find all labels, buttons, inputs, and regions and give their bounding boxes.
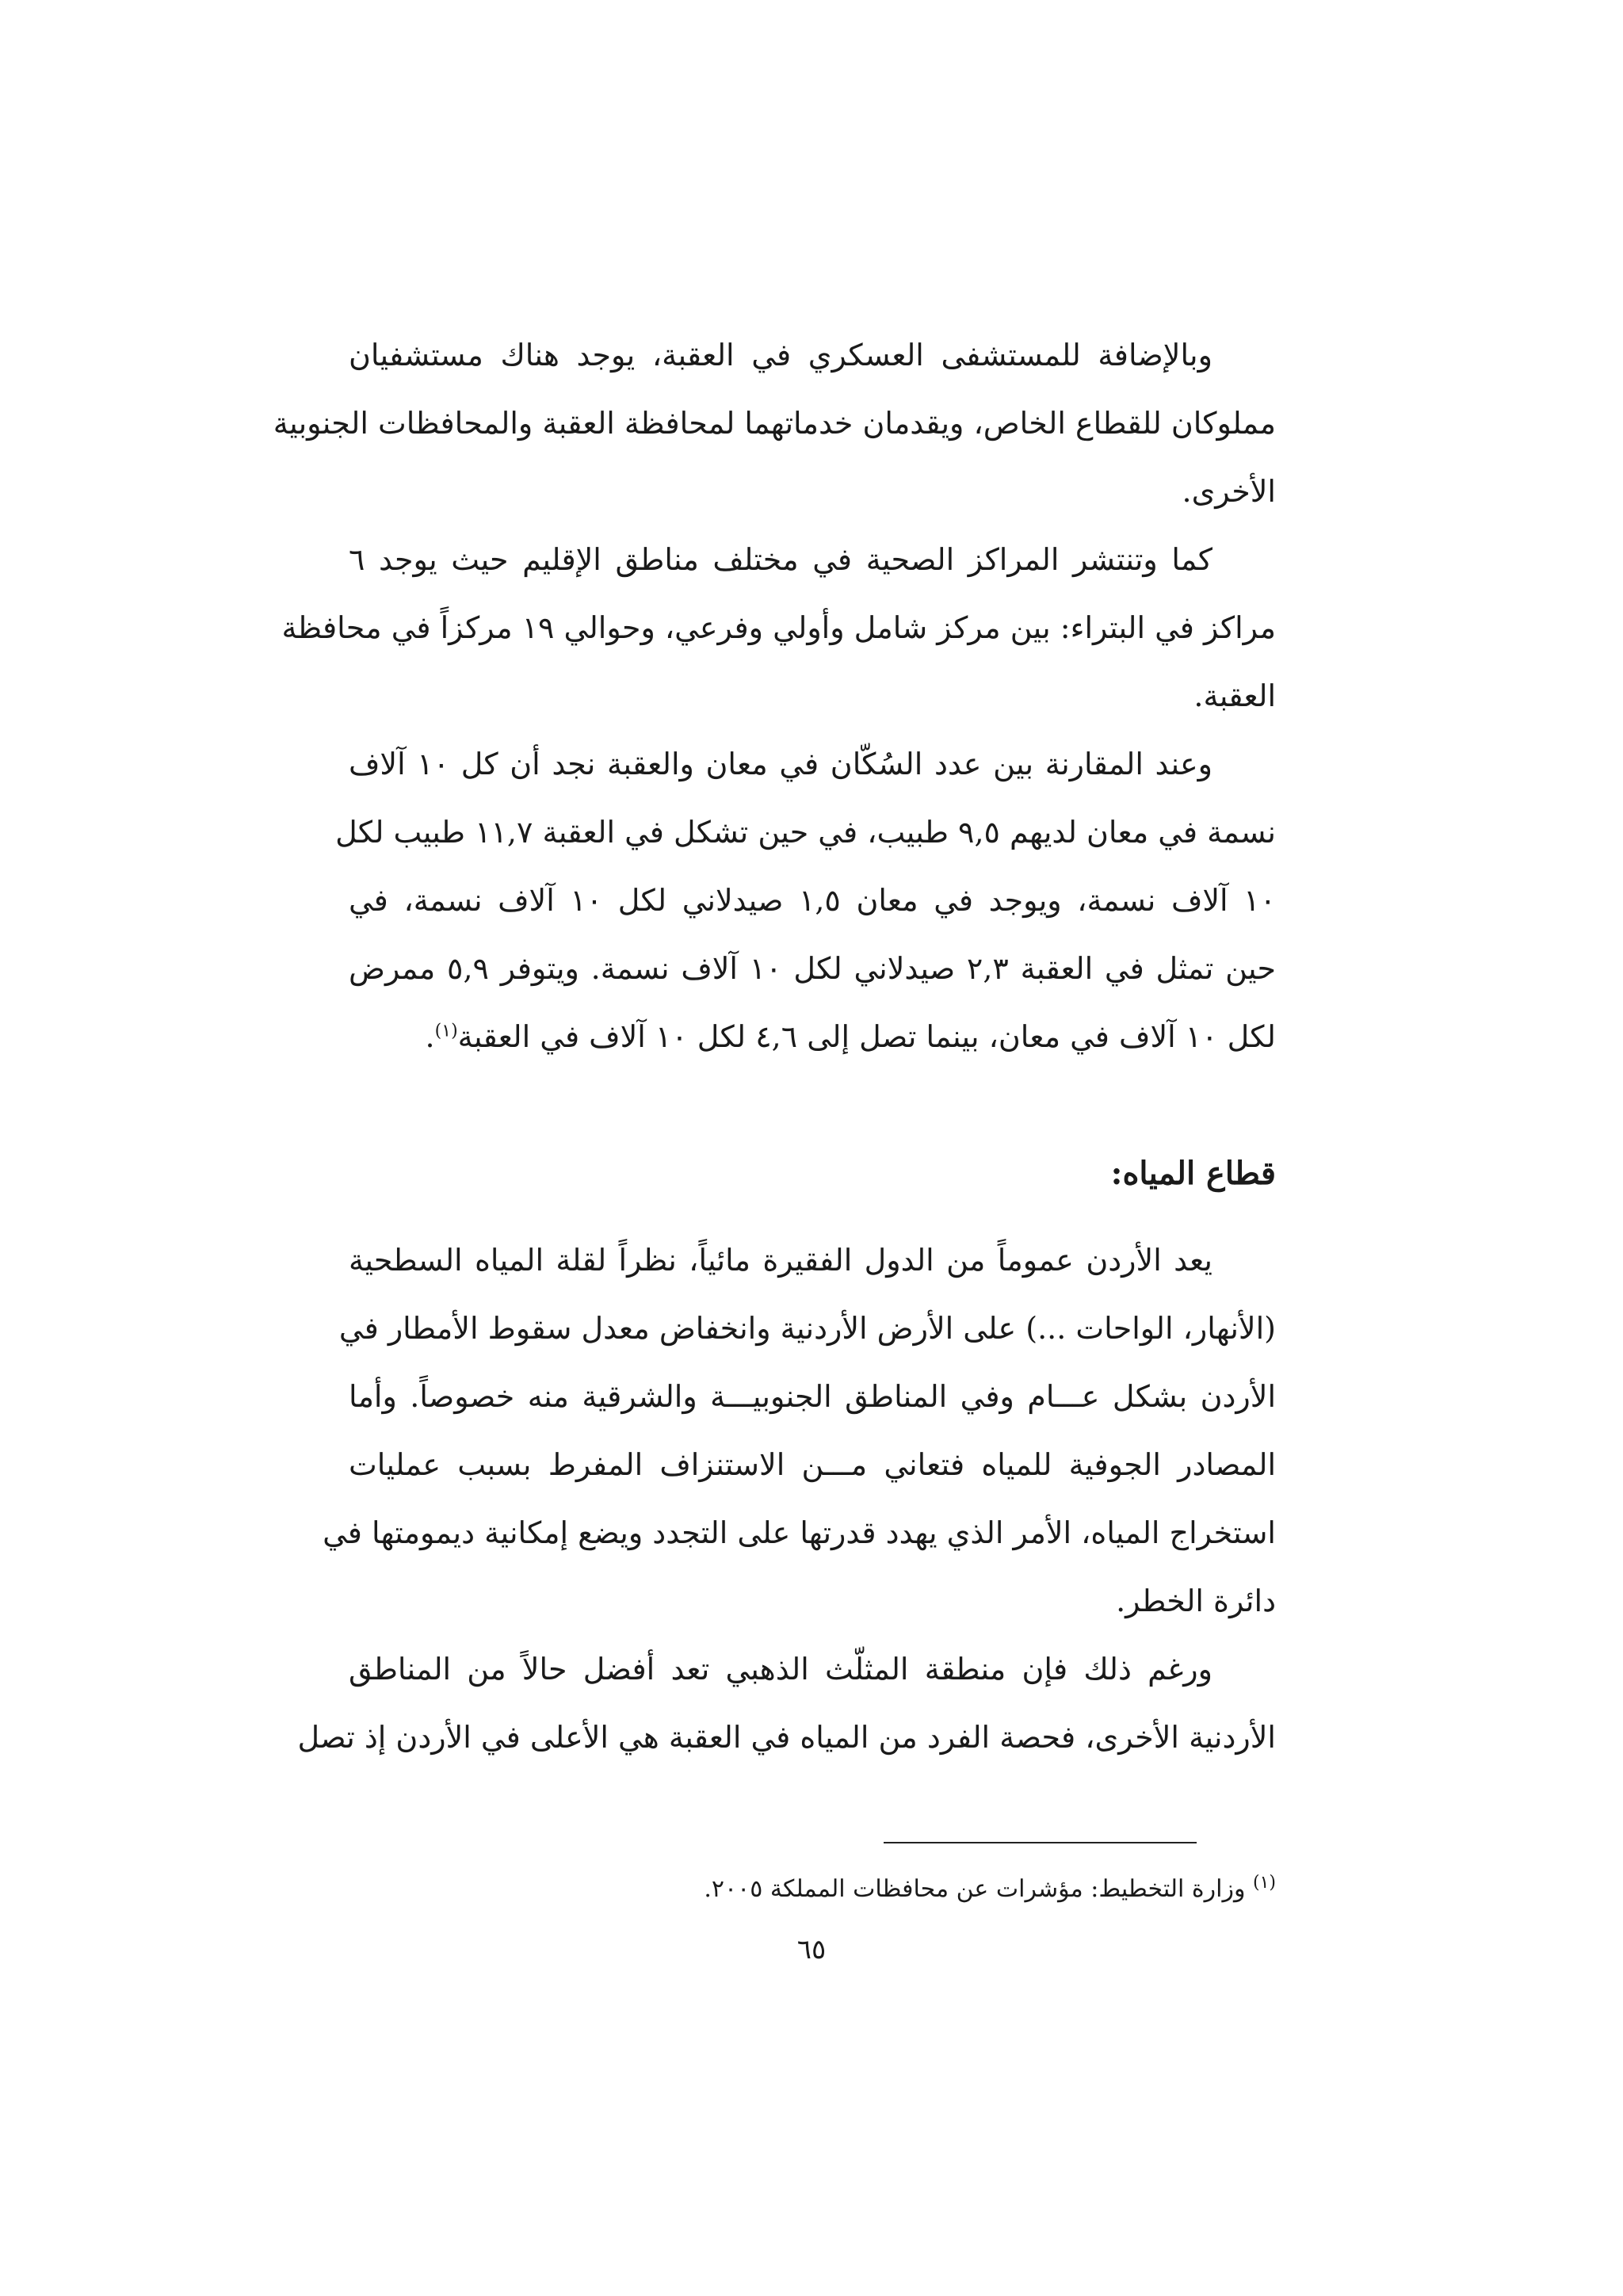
footnote-divider [884, 1842, 1197, 1843]
paragraph-line: وعند المقارنة بين عدد السُكّان في معان والعقبة نجد أن كل ١٠ آلاف [349, 747, 1212, 781]
paragraph-line-with-footnote [349, 1003, 1276, 1071]
footnote-text: وزارة التخطيط: مؤشرات عن محافظات المملكة ٢٠٠٥. [704, 1875, 1246, 1903]
paragraph-golden-triangle [297, 1635, 1276, 1771]
section-heading-water: قطاع المياه: [1110, 1155, 1276, 1192]
paragraph-line: مملوكان للقطاع الخاص، ويقدمان خدماتهما لمحافظة العقبة والمحافظات الجنوبية [273, 406, 1276, 441]
paragraph-line: حين تمثل في العقبة ٢,٣ صيدلاني لكل ١٠ آلاف نسمة. ويتوفر ٥,٩ ممرض [349, 951, 1277, 986]
paragraph-line: ١٠ آلاف نسمة، ويوجد في معان ١,٥ صيدلاني لكل ١٠ آلاف نسمة، في [349, 883, 1276, 918]
page-number: ٦٥ [796, 1934, 827, 1966]
paragraph-water-scarcity [323, 1226, 1276, 1635]
paragraph-health-centers [281, 525, 1276, 730]
paragraph-line: الأردنية الأخرى، فحصة الفرد من المياه في العقبة هي الأعلى في الأردن إذ تصل [297, 1720, 1276, 1755]
paragraph-line-text: لكل ١٠ آلاف في معان، بينما تصل إلى ٤,٦ لكل ١٠ آلاف في العقبة [457, 1019, 1276, 1054]
paragraph-line: الأردن بشكل عـــام وفي المناطق الجنوبيـــة والشرقية منه خصوصاً. وأما [349, 1379, 1276, 1414]
paragraph-line: نسمة في معان لديهم ٩,٥ طبيب، في حين تشكل في العقبة ١١,٧ طبيب لكل [335, 815, 1276, 850]
paragraph-line: يعد الأردن عموماً من الدول الفقيرة مائياً، نظراً لقلة المياه السطحية [349, 1243, 1212, 1278]
paragraph-line: المصادر الجوفية للمياه فتعاني مـــن الاستنزاف المفرط بسبب عمليات [349, 1447, 1276, 1482]
paragraph-comparison [335, 730, 1277, 1071]
footnote [349, 1867, 1276, 1912]
paragraph-line: العقبة. [1193, 678, 1276, 713]
paragraph-line: الأخرى. [1182, 474, 1276, 509]
paragraph-line: دائرة الخطر. [1116, 1584, 1276, 1618]
paragraph-line: وبالإضافة للمستشفى العسكري في العقبة، يوجد هناك مستشفيان [349, 338, 1212, 372]
paragraph-line: كما وتنتشر المراكز الصحية في مختلف مناطق الإقليم حيث يوجد ٦ [349, 542, 1212, 577]
footnote-reference[interactable]: (١) [434, 1021, 458, 1041]
footnote-marker: (١) [1252, 1873, 1276, 1893]
paragraph-line: (الأنهار، الواحات ...) على الأرض الأردنية وانخفاض معدل سقوط الأمطار في [338, 1311, 1276, 1346]
paragraph-line: ورغم ذلك فإن منطقة المثلّث الذهبي تعد أفضل حالاً من المناطق [349, 1652, 1212, 1687]
paragraph-line: مراكز في البتراء: بين مركز شامل وأولي وفرعي، وحوالي ١٩ مركزاً في محافظة [281, 610, 1276, 645]
paragraph-hospitals [273, 321, 1276, 525]
end-punctuation: . [425, 1019, 435, 1054]
paragraph-line: استخراج المياه، الأمر الذي يهدد قدرتها على التجدد ويضع إمكانية ديمومتها في [323, 1515, 1276, 1550]
